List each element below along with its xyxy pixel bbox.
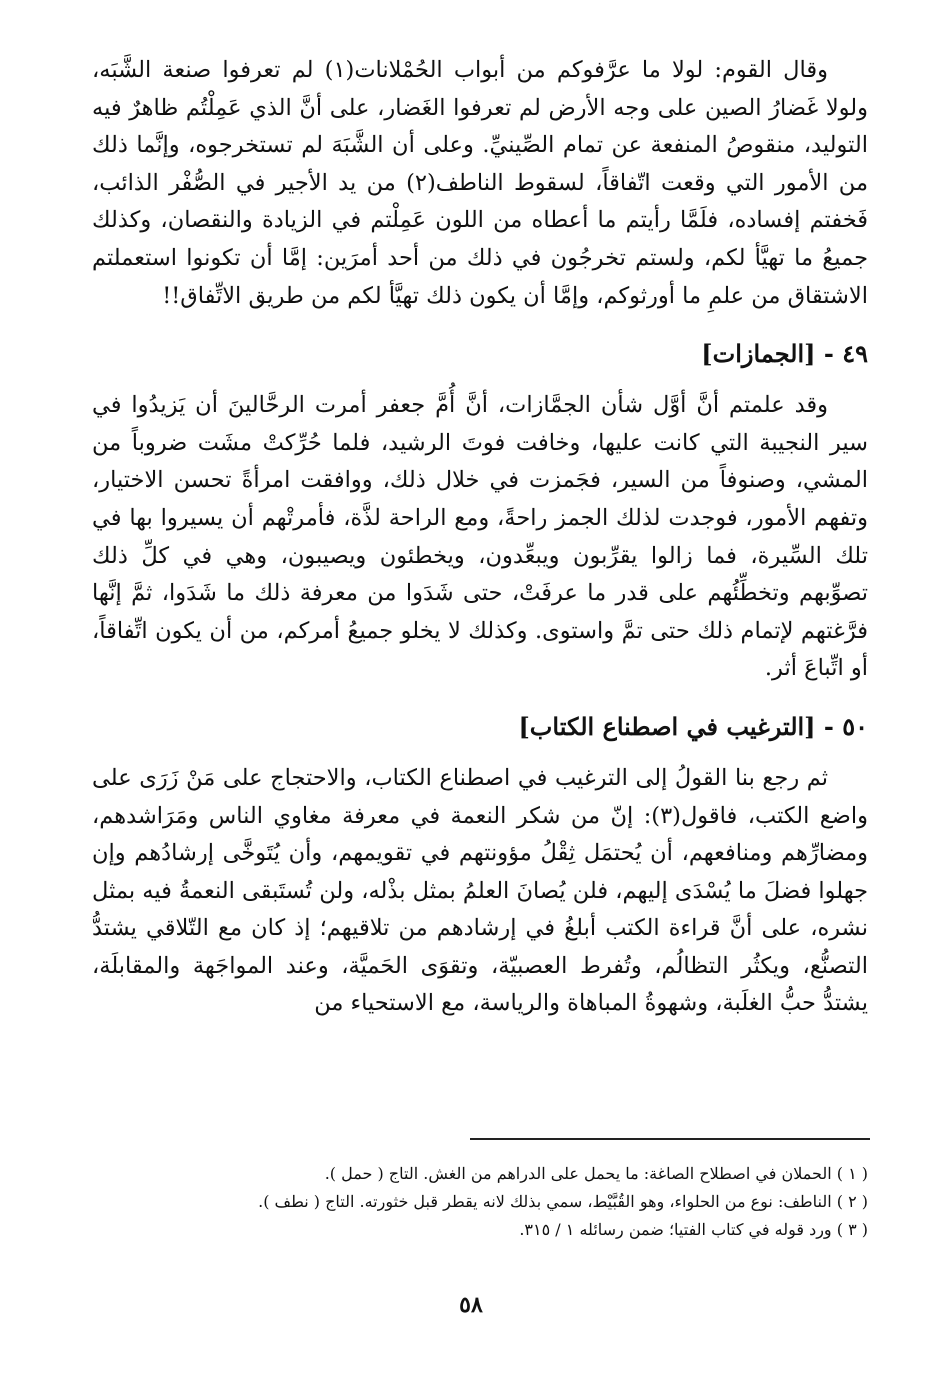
page-number: ٥٨: [459, 1292, 483, 1318]
section-number-49: ٤٩ -: [823, 339, 868, 369]
section-heading-50: [92, 708, 868, 746]
paragraph-jammazat: وقد علمتم أنَّ أوَّل شأن الجمَّازات، أنَّ أُمَّ جعفر أمرت الرحَّالينَ أن يَزيدُوا في سير النجيبة التي كانت عليها، وخافت فوتَ الرشيد، فلما حُرِّكتْ مشَت ضروباً من المشي، وصنوفاً من السير، فجَمزت في خلال ذلك، ووافقت امرأةً تحسن الاختيار، وتفهم الأمور، فوجدت لذلك الجمز راحةً، ومع الراحة لذَّة، فأمرتْهم أن يسيروا بها في تلك السِّيرة، فما زالوا يقرِّبون ويبعِّدون، ويخطئون ويصيبون، وهي في كلِّ ذلك تصوِّبهم وتخطِّئُهم على قدر ما عرفَتْ، حتى شَدَوا من معرفة ذلك ما شَدَوا، ثمَّ إنَّها فرَّغتهم لإتمام ذلك حتى تمَّ واستوى. وكذلك لا يخلو جميعُ أمركم، من أن يكون اتِّفاقاً، أو اتِّباعَ أثر.: [92, 392, 868, 682]
footnote-1: ( ١ ) الحملان في اصطلاح الصاغة: ما يحمل على الدراهم من الغش. التاج ( حمل ).: [324, 1164, 868, 1183]
section-title-49: [الجمازات]: [701, 339, 816, 369]
section-number-50: ٥٠ -: [823, 711, 868, 741]
paragraph-book-making: ثم رجع بنا القولُ إلى الترغيب في اصطناع الكتاب، والاحتجاج على مَنْ زَرَى على واضع الكتب، فاقول(٣): إنّ من شكر النعمة في معرفة مغاوي الناس ومَرَاشدهم، ومضارِّهم ومنافعهم، أن يُحتمَل ثِقْلُ مؤونتهم في تقويمهم، وأن يُتَوخَّى إرشادُهم وإن جهلوا فضلَ ما يُسْدَى إليهم، فلن يُصانَ العلمُ بمثل بذْله، ولن تُستَبقى النعمةُ فيه بمثل نشره، على أنَّ قراءة الكتب أبلغُ في إرشادهم من تلاقيهم؛ إذ كان مع التّلاقي يشتدُّ التصنُّع، ويكثُر التظالُم، وتُفرط العصبيّة، وتقوَى الحَميَّة، وعند المواجَهة والمقابلَة، يشتدُّ حبُّ الغلَبة، وشهوةُ المباهاة والرياسة، مع الاستحياء من: [92, 764, 869, 1017]
footnote-3: ( ٣ ) ورد قوله في كتاب الفتيا؛ ضمن رسائله ١ / ٣١٥.: [519, 1220, 868, 1239]
section-title-50: [الترغيب في اصطناع الكتاب]: [518, 711, 816, 741]
footnote-2: ( ٢ ) الناطف: نوع من الحلواء، وهو القُبَّيْط، سمي بذلك لانه يقطر قبل خثورته. التاج ( نطف ).: [258, 1192, 868, 1211]
footnotes: [92, 1160, 868, 1244]
paragraph-intro: وقال القوم: لولا ما عرَّفوكم من أبواب الحُمْلانات(١) لم تعرفوا صنعة الشَّبَه، ولولا غَضارُ الصين على وجه الأرض لم تعرفوا الغَضار، على أنَّ الذي عَمِلْتُم ظاهرٌ فيه التوليد، منقوصُ المنفعة عن تمام الصِّينيِّ. وعلى أن الشَّبَهَ لم تستخرجوه، وإنَّما ذلك من الأمور التي وقعت اتّفاقاً، لسقوط الناطف(٢) من يد الأجير في الصُّفْر الذائب، فَخفتم إفساده، فلَمَّا رأيتم ما أعطاه من اللون عَمِلْتم في الزيادة والنقصان، وكذلك جميعُ ما تهيَّأ لكم، ولستم تخرجُون في ذلك من أحد أمرَين: إمَّا أن تكونوا استعملتم الاشتقاق من علمِ ما أورثوكم، وإمَّا أن يكون ذلك تهيَّأ لكم من طريق الاتِّفاق!!: [92, 57, 868, 309]
footnote-separator: [470, 1138, 870, 1140]
section-heading-49: [92, 335, 868, 373]
page-body: [92, 52, 868, 1023]
